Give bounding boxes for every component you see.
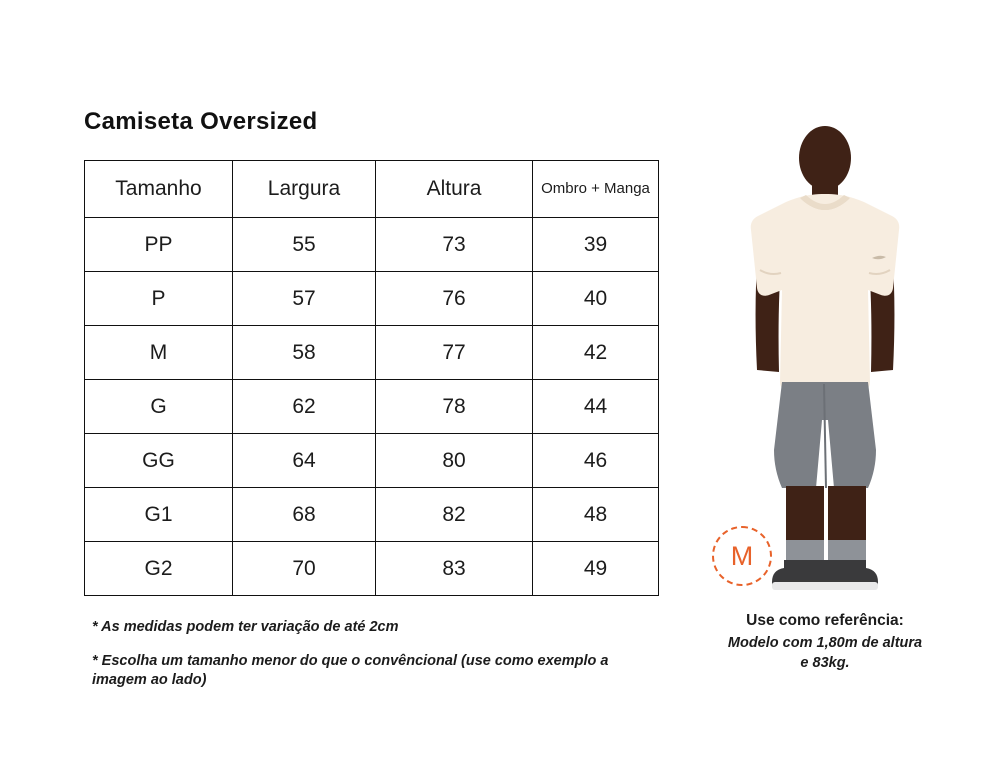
cell-largura: 55: [233, 218, 376, 272]
cell-largura: 58: [233, 326, 376, 380]
cell-altura: 80: [376, 434, 533, 488]
column-header-altura: Altura: [376, 161, 533, 218]
reference-line-2: e 83kg.: [800, 654, 850, 671]
cell-altura: 82: [376, 488, 533, 542]
table-row: [85, 488, 659, 542]
cell-largura: 62: [233, 380, 376, 434]
column-header-ombro-manga: Ombro + Manga: [533, 161, 659, 218]
cell-ombro-manga: 42: [533, 326, 659, 380]
table-row: [85, 326, 659, 380]
cell-size: G1: [85, 488, 233, 542]
status-badge: M: [730, 540, 754, 571]
table-row: [85, 434, 659, 488]
table-row: [85, 272, 659, 326]
cell-size: P: [85, 272, 233, 326]
cell-altura: 78: [376, 380, 533, 434]
cell-size: M: [85, 326, 233, 380]
cell-altura: 73: [376, 218, 533, 272]
column-header-largura: Largura: [233, 161, 376, 218]
cell-size: G: [85, 380, 233, 434]
cell-altura: 77: [376, 326, 533, 380]
size-chart-left-column: [84, 108, 658, 691]
page-title: Camiseta Oversized: [84, 108, 318, 135]
size-badge: [712, 526, 772, 586]
cell-size: PP: [85, 218, 233, 272]
table-row: [85, 380, 659, 434]
reference-title: Use como referência:: [746, 612, 904, 629]
cell-largura: 68: [233, 488, 376, 542]
cell-size: G2: [85, 542, 233, 596]
model-reference-column: [690, 120, 960, 673]
reference-block: [690, 612, 960, 673]
note-size-advice: * Escolha um tamanho menor do que o convêncional (use como exemplo a imagem ao lado): [92, 652, 609, 689]
column-header-tamanho: Tamanho: [85, 161, 233, 218]
cell-altura: 76: [376, 272, 533, 326]
cell-largura: 64: [233, 434, 376, 488]
note-variation: * As medidas podem ter variação de até 2cm: [92, 619, 399, 635]
reference-line-1: Modelo com 1,80m de altura: [727, 635, 923, 651]
cell-ombro-manga: 44: [533, 380, 659, 434]
cell-ombro-manga: 40: [533, 272, 659, 326]
cell-size: GG: [85, 434, 233, 488]
cell-largura: 70: [233, 542, 376, 596]
cell-ombro-manga: 49: [533, 542, 659, 596]
cell-ombro-manga: 48: [533, 488, 659, 542]
notes-block: [84, 618, 658, 691]
size-table: [84, 160, 659, 596]
table-row: [85, 218, 659, 272]
table-header-row: [85, 161, 659, 218]
cell-ombro-manga: 39: [533, 218, 659, 272]
model-figure: [690, 120, 960, 610]
cell-ombro-manga: 46: [533, 434, 659, 488]
table-row: [85, 542, 659, 596]
cell-altura: 83: [376, 542, 533, 596]
cell-largura: 57: [233, 272, 376, 326]
